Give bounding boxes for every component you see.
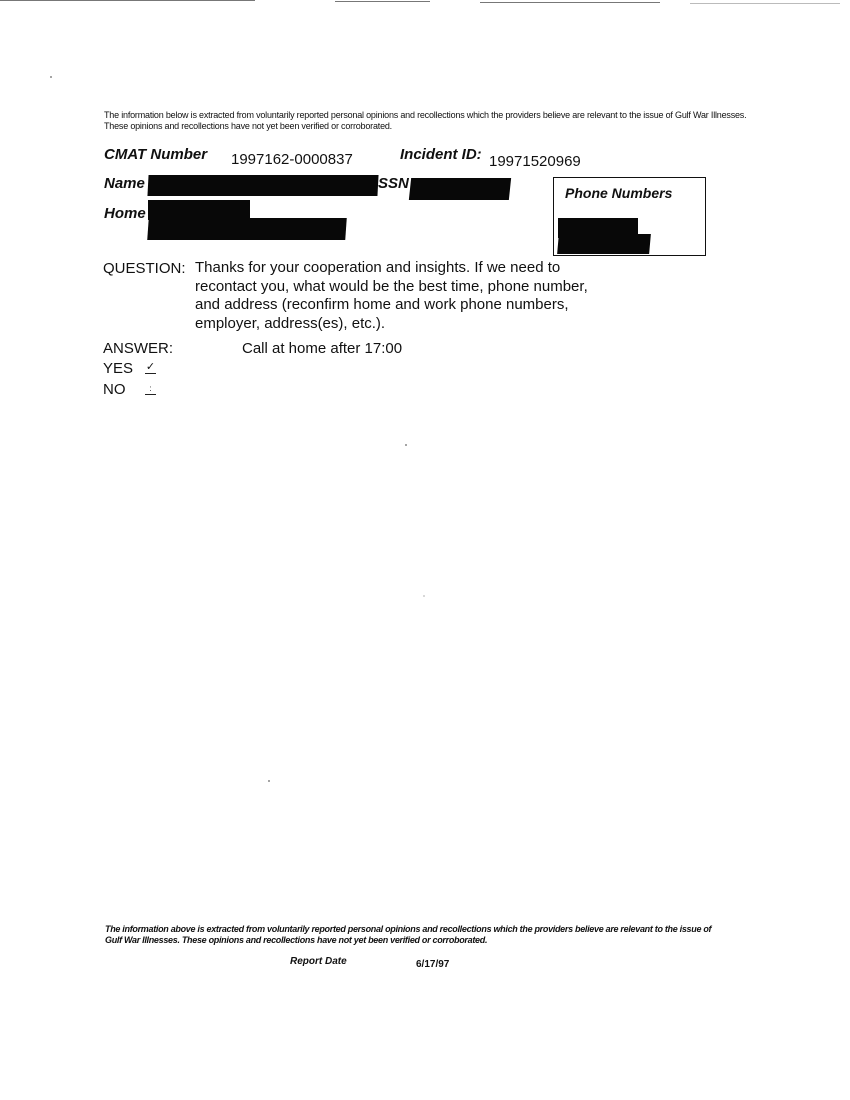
redacted-home-address [147, 218, 347, 240]
name-label: Name [104, 175, 145, 192]
phone-numbers-title: Phone Numbers [565, 185, 673, 201]
ssn-label: SSN [378, 175, 409, 192]
cmat-number-label: CMAT Number [104, 146, 208, 163]
answer-text: Call at home after 17:00 [242, 340, 403, 357]
cmat-number-value: 1997162-0000837 [231, 151, 353, 168]
yes-option-label: YES [103, 360, 134, 377]
home-label: Home [104, 205, 146, 222]
no-checkbox[interactable] [145, 383, 156, 395]
redacted-phone-number [557, 234, 651, 254]
scan-artifact-line [0, 0, 255, 1]
yes-checkbox[interactable] [145, 362, 156, 374]
scan-artifact-line [480, 2, 660, 3]
redacted-home-address [148, 200, 250, 220]
redacted-name [147, 175, 378, 196]
disclaimer-bottom: The information above is extracted from voluntarily reported personal opinions and recollections which the providers believe are relevant to the issue of Gulf War Illnesses. These opinions and recollections have not yet been verified or corroborated. [105, 924, 712, 945]
report-date-value: 6/17/97 [416, 959, 450, 970]
checkmark-icon: ✓ [145, 361, 156, 373]
incident-id-label: Incident ID: [400, 146, 482, 163]
scan-artifact-line [335, 1, 430, 2]
unchecked-mark-icon: : [149, 384, 152, 393]
no-option-label: NO [103, 381, 126, 398]
scan-speck [268, 780, 270, 782]
disclaimer-top: The information below is extracted from voluntarily reported personal opinions and recollections which the providers believe are relevant to the issue of Gulf War Illnesses. These opinions and recollections have not yet been verified or corroborated. [104, 110, 747, 131]
phone-numbers-box [553, 177, 706, 256]
answer-label: ANSWER: [103, 340, 174, 357]
report-date-label: Report Date [290, 956, 347, 967]
scan-artifact-line [690, 3, 840, 4]
scan-speck [50, 76, 52, 78]
redacted-ssn [409, 178, 511, 200]
scan-speck [405, 444, 407, 446]
question-label: QUESTION: [103, 260, 186, 277]
incident-id-value: 19971520969 [489, 153, 581, 170]
question-text: Thanks for your cooperation and insights. If we need to recontact you, what would be the best time, phone number, and address (reconfirm home and work phone numbers, employer, address(es), etc.). [195, 259, 588, 332]
scan-speck [423, 595, 425, 597]
